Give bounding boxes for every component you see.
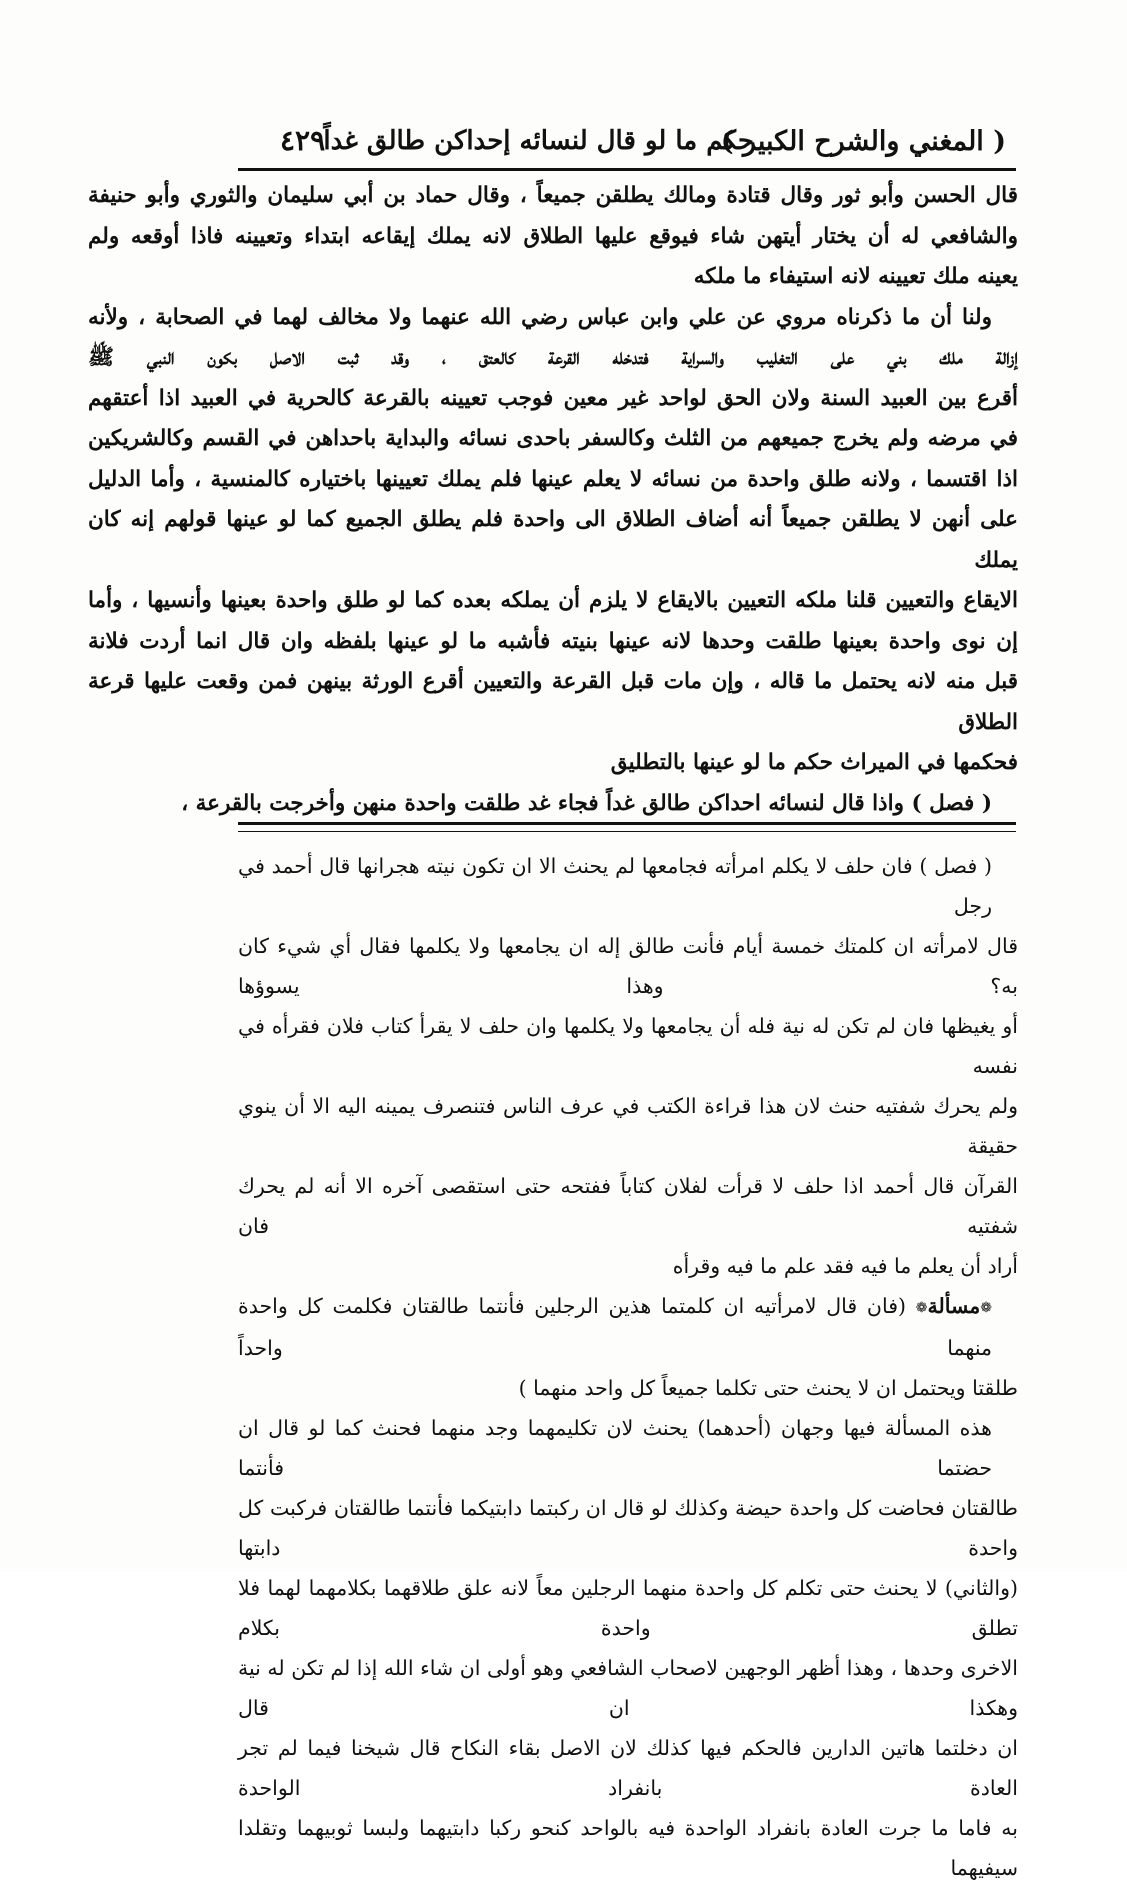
text-line: قبل منه لانه يحتمل ما قاله ، وإن مات قبل القرعة والتعيين أقرع الورثة بينهن فمن وقعت عليها قرعة الطلاق bbox=[88, 669, 1018, 735]
text-line: فحكمها في الميراث حكم ما لو عينها بالتطليق bbox=[610, 750, 1018, 775]
book-title: ( المغني والشرح الكبير ) bbox=[720, 126, 1006, 157]
lower-text-block bbox=[238, 846, 1018, 1888]
text-line: ولم يحرك شفتيه حنث لان هذا قراءة الكتب في عرف الناس فتنصرف يمينه اليه الا أن ينوي حقيقة bbox=[238, 1094, 1018, 1158]
text-line: هذه المسألة فيها وجهان (أحدهما) يحنث لان تكليمهما وجد منهما فحنث كما لو قال ان حضتما فأنتما bbox=[238, 1415, 992, 1480]
text-span: (فان قال لامرأتيه ان كلمتما هذين الرجلين فأنتما طالقتان فكلمت كل واحدة منهما واحداً bbox=[238, 1294, 992, 1360]
text-line: اذا اقتسما ، ولانه طلق واحدة من نسائه لا يعلم عينها فلم يملك تعيينها باختياره كالمنسية ، وأما الدليل bbox=[88, 466, 1018, 492]
text-line: ( فصل ) فان حلف لا يكلم امرأته فجامعها لم يحنث الا ان تكون نيته هجرانها قال أحمد في رجل bbox=[238, 854, 992, 918]
text-line: طالقتان فحاضت كل واحدة حيضة وكذلك لو قال ان ركبتما دابتيكما فأنتما طالقتان فركبت كل واحدة دابتها bbox=[238, 1495, 1018, 1560]
text-line: الايقاع والتعيين قلنا ملكه التعيين بالايقاع لا يلزم أن يملكه بعده كما لو طلق واحدة بعينها وأنسيها ، وأما bbox=[88, 588, 1018, 613]
text-line: (والثاني) لا يحنث حتى تكلم كل واحدة منهما الرجلين معاً لانه علق طلاقهما بكلامهما لهما فلا تطلق واحدة بكلام bbox=[238, 1575, 1018, 1640]
ornament-icon: ❁ bbox=[915, 1299, 928, 1316]
text-line: طلقتا ويحتمل ان لا يحنث حتى تكلما جميعاً كل واحد منهما ) bbox=[518, 1375, 1018, 1400]
text-line bbox=[238, 1286, 1018, 1368]
header-rule bbox=[238, 168, 1016, 171]
text-line: أو يغيظها فان لم تكن له نية فله أن يجامعها ولا يكلمها وان حلف لا يقرأ كتاب فلان فقرأه في نفسه bbox=[238, 1014, 1018, 1078]
section-divider bbox=[238, 822, 1016, 832]
section-title: حكم ما لو قال لنسائه إحداكن طالق غداً bbox=[323, 126, 754, 156]
text-line: الاخرى وحدها ، وهذا أظهر الوجهين لاصحاب الشافعي وهو أولى ان شاء الله إذا لم تكن له نية وهكذا ان قال bbox=[238, 1655, 1018, 1720]
text-line: ( فصل ) واذا قال لنسائه احداكن طالق غداً فجاء غد طلقت واحدة منهن وأخرجت بالقرعة ، bbox=[181, 790, 992, 816]
ornament-icon: ❁ bbox=[980, 1299, 992, 1316]
text-line: أقرع بين العبيد السنة ولان الحق لواحد غير معين فوجب تعيينه بالقرعة كالحرية في العبيد اذا أعتقهم bbox=[88, 385, 1018, 411]
text-line: أراد أن يعلم ما فيه فقد علم ما فيه وقرأه bbox=[672, 1254, 1018, 1278]
text-line: على أنهن لا يطلقن جميعاً أنه أضاف الطلاق الى واحدة فلم يطلق الجميع كما لو عينها قولهم إنه كان يملك bbox=[88, 507, 1018, 573]
text-line: ان دخلتما هاتين الدارين فالحكم فيها كذلك لان الاصل بقاء النكاح قال شيخنا فيما لم تجر العادة بانفراد الواحدة bbox=[238, 1735, 1018, 1800]
masala-label: مسألة bbox=[927, 1294, 981, 1318]
text-line: إزالة ملك بني على التغليب والسراية فتدخله القرعة كالعتق ، وقد ثبت الاصل بكون النبي ﷺ bbox=[88, 345, 1018, 370]
text-line: إن نوى واحدة بعينها طلقت وحدها لانه عينها بنيته فأشبه ما لو عينها بلفظه وان قال انما أردت فلانة bbox=[88, 628, 1018, 654]
text-line: القرآن قال أحمد اذا حلف لا قرأت لفلان كتاباً ففتحه حتى استقصى آخره الا أنه لم يحرك شفتيه فان bbox=[238, 1174, 1018, 1238]
upper-text-block bbox=[88, 176, 1018, 824]
text-line: قال الحسن وأبو ثور وقال قتادة ومالك يطلقن جميعاً ، وقال حماد بن أبي سليمان والثوري وأبو حنيفة bbox=[88, 183, 1018, 208]
text-line: يعينه ملك تعيينه لانه استيفاء ما ملكه bbox=[693, 264, 1018, 289]
text-line: في مرضه ولم يخرج جميعهم من الثلث وكالسفر باحدى نسائه والبداية باحداهن في القسم وكالشريكين bbox=[88, 426, 1018, 451]
page-number: ٤٢٩ bbox=[280, 124, 326, 157]
text-line: قال لامرأته ان كلمتك خمسة أيام فأنت طالق إله ان يجامعها ولا يكلمها فقال أي شيء كان به؟ وهذا يسوؤها bbox=[238, 934, 1018, 998]
text-line: به فاما ما جرت العادة بانفراد الواحدة فيه بالواحد كنحو ركبا دابتيهما ولبسا ثوبيهما وتقلدا سيفيهما bbox=[238, 1815, 1018, 1880]
text-line: والشافعي له أن يختار أيتهن شاء فيوقع عليها الطلاق لانه يملك إيقاعه ابتداء وتعيينه فاذا أوقعه ولم bbox=[88, 223, 1018, 249]
page-header bbox=[240, 118, 1016, 164]
text-line: ولنا أن ما ذكرناه مروي عن علي وابن عباس رضي الله عنهما ولا مخالف لهما في الصحابة ، ولأنه bbox=[88, 304, 992, 330]
